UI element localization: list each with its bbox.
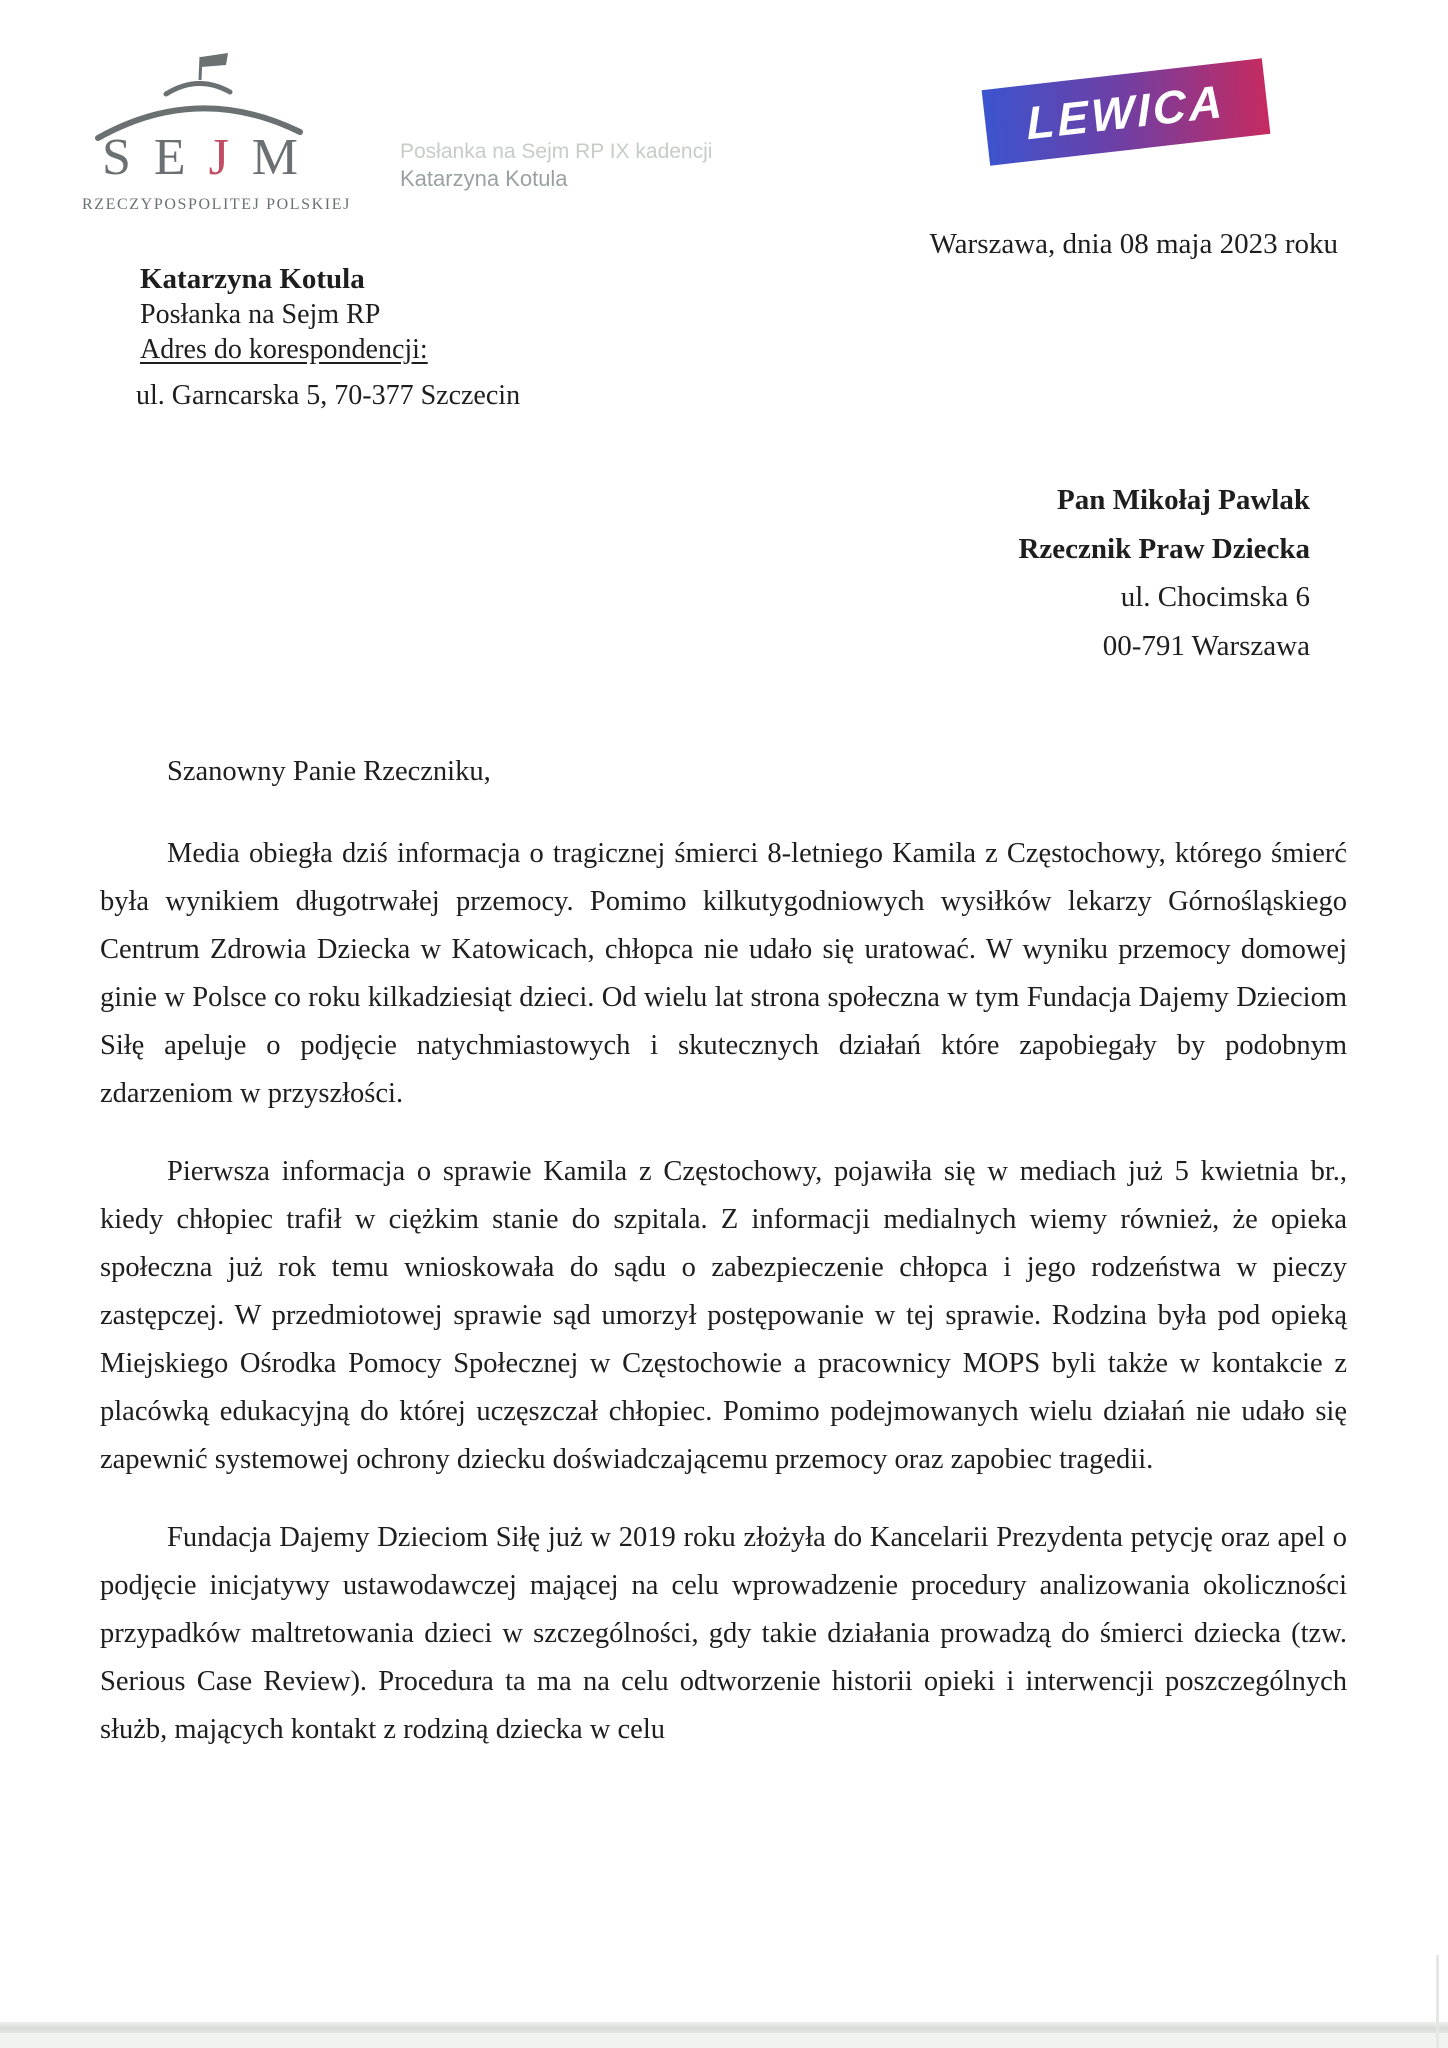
flag-icon: [201, 53, 228, 67]
sender-role: Posłanka na Sejm RP: [140, 299, 381, 330]
scan-edge-artifact: [0, 2022, 1448, 2033]
deputy-header-role: Posłanka na Sejm RP IX kadencji: [400, 140, 713, 163]
recipient-city: 00-791 Warszawa: [1102, 629, 1310, 662]
recipient-street: ul. Chocimska 6: [1120, 581, 1310, 613]
sender-name: Katarzyna Kotula: [140, 263, 365, 295]
sejm-logo-subtitle: RZECZYPOSPOLITEJ POLSKIEJ: [82, 196, 351, 213]
sender-block: [136, 262, 521, 413]
sejm-letter: M: [251, 129, 298, 186]
deputy-header-name: Katarzyna Kotula: [400, 166, 568, 191]
sejm-letter: S: [102, 129, 131, 186]
recipient-name: Pan Mikołaj Pawlak: [1057, 484, 1310, 516]
sender-address-label: Adres do korespondencji:: [140, 334, 428, 365]
deputy-header-label: [400, 138, 712, 192]
body-paragraph: Pierwsza informacja o sprawie Kamila z Częstochowy, pojawiła się w mediach już 5 kwietnia br., kiedy chłopiec trafił w ciężkim stanie do szpitala. Z informacji medialnych wiemy również, że opieka społeczna już rok temu wnioskowała do sądu o zabezpieczenie chłopca i jego rodzeństwa w pieczy zastępczej. W przedmiotowej sprawie sąd umorzył postępowanie w tej sprawie. Rodzina była pod opieką Miejskiego Ośrodka Pomocy Społecznej w Częstochowie a pracownicy MOPS byli także w kontakcie z placówką edukacyjną do której uczęszczał chłopiec. Pomimo podejmowanych wielu działań nie udało się zapewnić systemowej ochrony dziecku doświadczającemu przemocy oraz zapobiec tragedii.: [100, 1156, 1347, 1475]
sejm-letter: E: [153, 129, 186, 186]
lewica-logo-text: LEWICA: [1025, 74, 1227, 150]
salutation: Szanowny Panie Rzeczniku,: [167, 756, 491, 787]
sender-address: ul. Garncarska 5, 70-377 Szczecin: [136, 380, 521, 411]
sejm-letter: J: [208, 129, 229, 186]
lewica-banner: [982, 58, 1271, 165]
flag-pole: [200, 57, 201, 80]
recipient-block: [1018, 476, 1310, 670]
scan-edge-artifact: [0, 2033, 1448, 2048]
body-paragraph: Media obiegła dziś informacja o tragicznej śmierci 8-letniego Kamila z Częstochowy, którego śmierć była wynikiem długotrwałej przemocy. Pomimo kilkutygodniowych wysiłków lekarzy Górnośląskiego Centrum Zdrowia Dziecka w Katowicach, chłopca nie udało się uratować. W wyniku przemocy domowej ginie w Polsce co roku kilkadziesiąt dzieci. Od wielu lat strona społeczna w tym Fundacja Dajemy Dzieciom Siłę apeluje o podjęcie natychmiastowych i skutecznych działań które zapobiegały by podobnym zdarzeniom w przyszłości.: [100, 838, 1347, 1109]
cupola-arc: [166, 83, 230, 94]
sejm-logo: [82, 50, 351, 225]
letter-body: [100, 748, 1347, 1784]
body-paragraph: Fundacja Dajemy Dzieciom Siłę już w 2019 roku złożyła do Kancelarii Prezydenta petycję oraz apel o podjęcie inicjatywy ustawodawczej mającej na celu wprowadzenie procedury analizowania okoliczności przypadków maltretowania dzieci w szczególności, gdy takie działania prowadzą do śmierci dziecka (tzw. Serious Case Review). Procedura ta ma na celu odtworzenie historii opieki i interwencji poszczególnych służb, mających kontakt z rodziną dziecka w celu: [100, 1522, 1347, 1745]
scan-edge-artifact: [1436, 1955, 1439, 2048]
date-line: Warszawa, dnia 08 maja 2023 roku: [929, 228, 1338, 260]
recipient-title: Rzecznik Praw Dziecka: [1018, 532, 1310, 565]
sejm-wordmark: [102, 129, 298, 186]
